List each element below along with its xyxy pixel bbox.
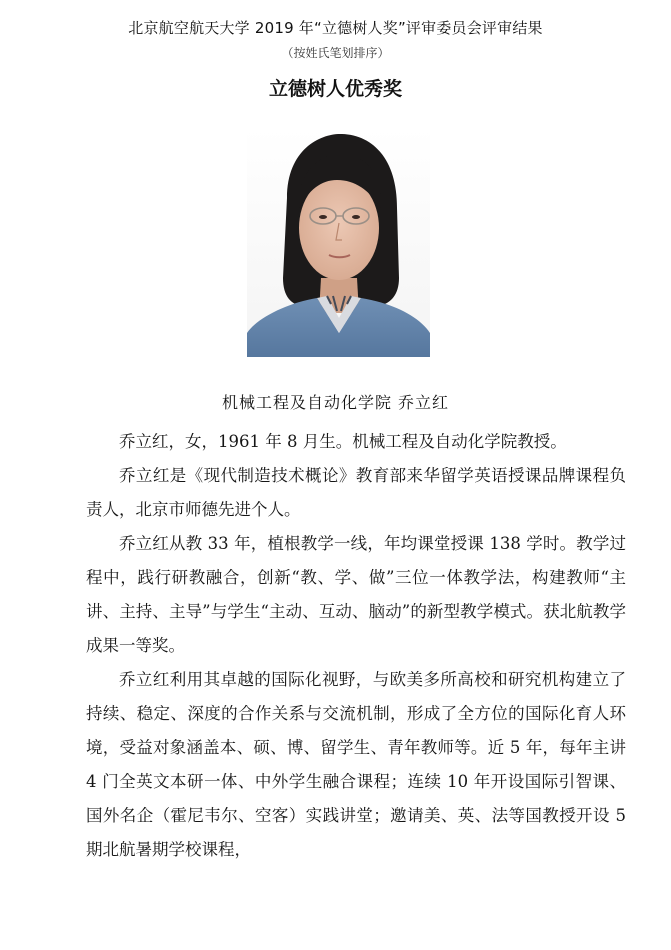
awardee-caption: 机械工程及自动化学院 乔立红 <box>221 393 450 412</box>
biography-paragraph: 乔立红利用其卓越的国际化视野，与欧美多所高校和研究机构建立了持续、稳定、深度的合作关系与交流机制，形成了全方位的国际化育人环境，受益对象涵盖本、硕、博、留学生、青年教师等。近 5 年，每年主讲 4 门全英文本研一体、中外学生融合课程；连续 10 年开设国际引智课、国外名企（霍尼韦尔、空客）实践讲堂；邀请美、英、法等国教授开设 5 期北航暑期学校课程， <box>86 670 626 859</box>
awardee-biography <box>86 425 626 867</box>
document-title: 北京航空航天大学 2019 年“立德树人奖”评审委员会评审结果 <box>128 19 543 37</box>
award-heading: 立德树人优秀奖 <box>268 78 402 100</box>
biography-paragraph: 乔立红从教 33 年，植根教学一线，年均课堂授课 138 学时。教学过程中，践行研教融合，创新“教、学、做”三位一体教学法，构建教师“主讲、主持、主导”与学生“主动、互动、脑动”的新型教学模式。获北航教学成果一等奖。 <box>86 534 626 655</box>
biography-paragraph: 乔立红，女，1961 年 8 月生。机械工程及自动化学院教授。 <box>119 432 567 451</box>
sort-note: （按姓氏笔划排序） <box>281 46 390 60</box>
awardee-portrait-photo <box>247 128 430 357</box>
biography-paragraph: 乔立红是《现代制造技术概论》教育部来华留学英语授课品牌课程负责人，北京市师德先进个人。 <box>86 466 626 519</box>
